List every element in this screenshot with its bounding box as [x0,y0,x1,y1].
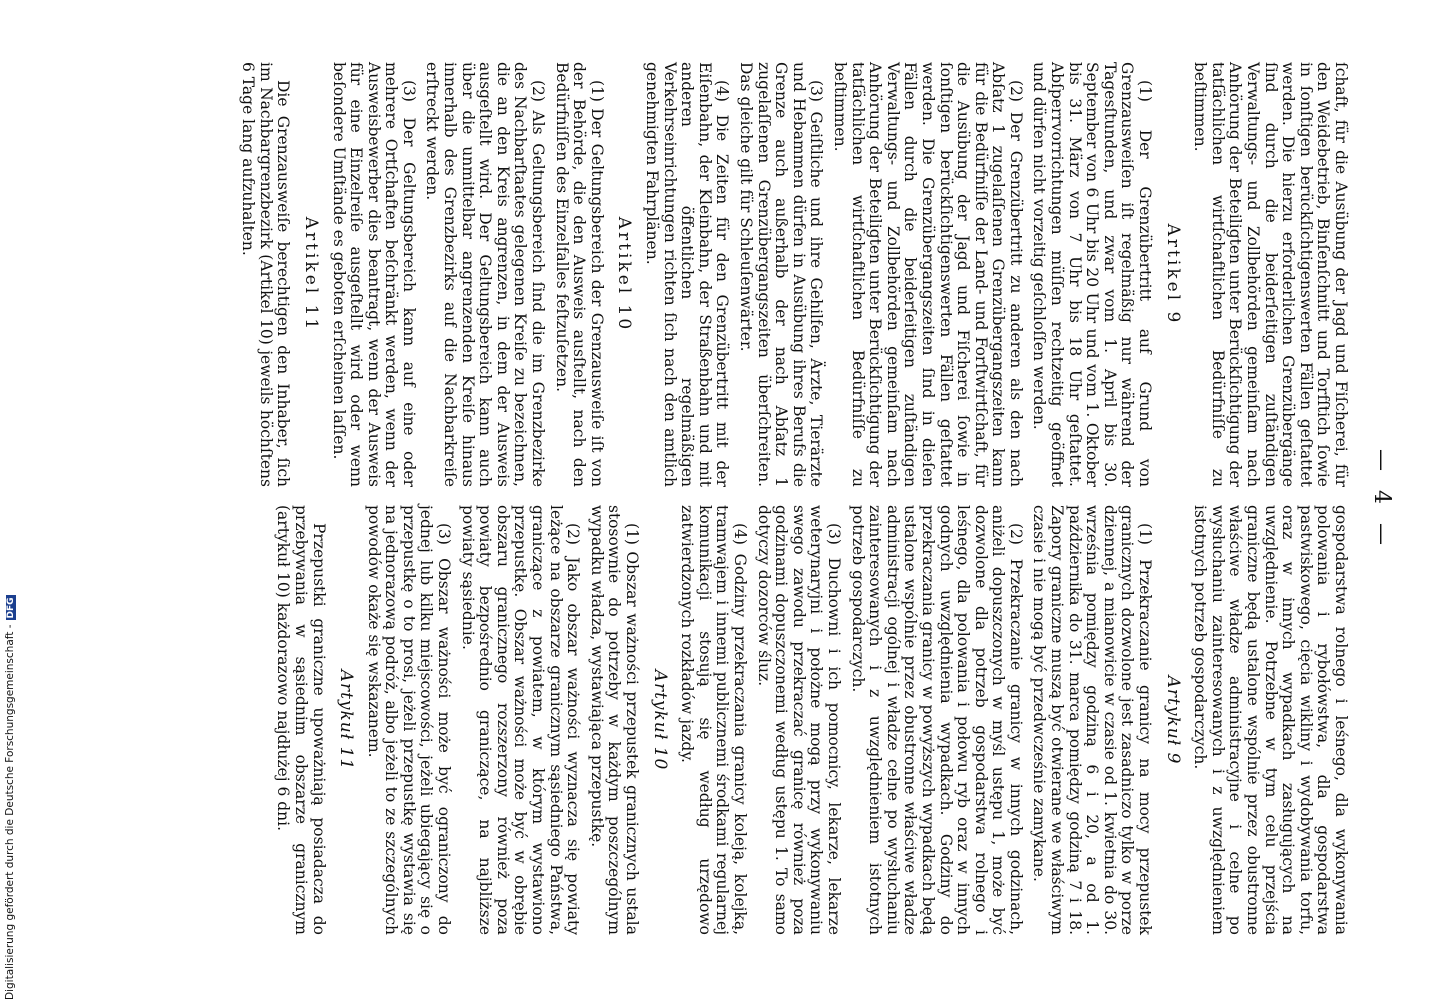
polish-art10-para2: (2) Jako obszar ważności wyznacza się powiaty leżące na obszarze granicznym sąsiedniego Państwa, graniczące z powiatem, w którym wystawiono przepustkę. Obszar ważności może być w obrębie obszaru granicznego rozszerzony również poza powiaty bezpośrednio graniczące, na najbliższe powiaty sąsiednie. [458,505,583,935]
polish-article-11-heading: Artykuł 11 [336,669,357,771]
polish-art10-para3: (3) Obszar ważności może być ograniczony do jednej lub kilku miejscowości, jeżeli ubiegający się o przepustkę o to prosi, jeżeli przepustkę wystawia się na jednorazową podróż, albo jeżeli to ze szczególnych powodów okaże się wskazanem. [364,505,454,935]
polish-art9-para3: (3) Duchowni i ich pomocnicy, lekarze, lekarze weterynaryjni i położne mogą przy wykonywaniu swego zawodu przekraczać granicę również poza godzinami dopuszczonemi według ustępu 1. To samo dotyczy dozorców śluz. [754,505,843,935]
german-article-11-heading: Artikel 11 [300,216,321,333]
german-article-9-heading: Artikel 9 [1162,223,1183,326]
german-art10-para1: (1) Der Geltungsbereich der Grenzausweiſe iſt von der Behörde, die den Ausweis ausſtellt, nach den Bedürfniſſen des Einzelfalles feſtzuſetzen. [552,62,606,487]
polish-art11-para1: Przepustki graniczne upoważniają posiadacza do przebywania w sąsiednim obszarze granicznym (artykuł 10) każdorazowo najdłużej 6 dni. [274,505,328,935]
polish-art9-para4: (4) Godziny przekraczania granicy koleją, kolejką, tramwajem i innemi publicznemi środkami regularnej komunikacji stosują się według urzędowo zatwierdzonych rozkładów jazdy. [678,505,749,935]
polish-column [268,505,1349,935]
german-art10-para2: (2) Als Geltungsbereich ſind die im Grenzbezirke des Nachbarſtaates gelegenen Kreiſe zu bezeichnen, die an den Kreis angrenzen, in dem der Ausweis ausgeſtellt wird. Der Geltungsbereich kann auch über die unmittelbar angrenzenden Kreiſe hinaus innerhalb des Grenzbezirks auf die Nachbarkreiſe erſtreckt werden. [423,62,548,487]
polish-art9-para1: (1) Przekraczanie granicy na mocy przepustek granicznych dozwolone jest zasadniczo tylko w porze dziennej, a mianowicie w czasie od 1. kwietnia do 30. września pomiędzy godziną 6 i 20, a od 1. października do 31. marca pomiędzy godziną 7 i 18. Zapory graniczne muszą być otwierane we właściwym czasie i nie mogą być przedwcześnie zamykane. [1030,505,1155,935]
german-column [233,62,1349,487]
german-art10-para3: (3) Der Geltungsbereich kann auf eine oder mehrere Ortſchaften beſchränkt werden, wenn der Ausweisbewerber dies beantragt, wenn der Ausweis für eine Einzelreiſe ausgeſtellt wird oder wenn beſondere Umſtände es geboten erſcheinen laſſen. [329,62,418,487]
digitization-credit-text: Digitalisierung gefördert durch die Deutsche Forschungsgemeinschaft - [4,624,16,1000]
polish-article-9-heading: Artykuł 9 [1162,675,1183,765]
german-art9-para4: (4) Die Zeiten für den Grenzübertritt mit der Eiſenbahn, der Kleinbahn, der Straßenbahn und mit anderen öffentlichen regelmäßigen Verkehrseinrichtungen richten ſich nach den amtlich genehmigten Fahrplänen. [643,62,732,487]
polish-art10-para1: (1) Obszar ważności przepustek granicznych ustala stosownie do potrzeby w każdym poszczególnym wypadku władza, wystawiająca przepustkę. [587,505,642,935]
german-art9-para1: (1) Der Grenzübertritt auf Grund von Grenzausweiſen iſt regelmäßig nur während der Tagesſtunden, und zwar vom 1. April bis 30. September von 6 Uhr bis 20 Uhr und vom 1. Oktober bis 31. März von 7 Uhr bis 18 Uhr geſtattet. Abſperrvorrichtungen müſſen rechtzeitig geöffnet und dürfen nicht vorzeitig geſchloſſen werden. [1030,62,1155,487]
polish-art9-para2: (2) Przekraczanie granicy w innych godzinach, aniżeli dopuszczonych w myśl ustępu 1, może być dozwolone dla potrzeb gospodarstwa rolnego i leśnego, dla polowania i połowu ryb oraz w innych godnych uwzględnienia wypadkach. Godziny do przekraczania granicy w powyższych wypadkach będą ustalone wspólnie przez obustronne właściwe władze administracji ogólnej i władze celne po wysłuchaniu zainteresowanych i z uwzględnieniem istotnych potrzeb gospodarczych. [848,505,1025,935]
german-art9-para3: (3) Geiſtliche und ihre Gehilfen, Ärzte, Tierärzte und Hebammen dürfen in Ausübung ihres Berufs die Grenze auch außerhalb der nach Abſatz 1 zugelaſſenen Grenzübergangszeiten überſchreiten. Das gleiche gilt für Schleuſenwärter. [737,62,826,487]
polish-article-10-heading: Artykuł 10 [649,669,670,771]
german-intro: ſchaft, für die Ausübung der Jagd und Fiſcherei, für den Weidebetrieb, Binſenſchnitt und Torfſtich ſowie in ſonſtigen berückſichtigenswerten Fällen geſtattet werden. Die hierzu erforderlichen Grenzübergänge ſind durch die beiderſeitigen zuſtändigen Verwaltungs- und Zollbehörden gemeinſam nach Anhörung der Beteiligten unter Berückſichtigung der tatſächlichen wirtſchaftlichen Bedürfniſſe zu beſtimmen. [1191,62,1350,487]
digitization-credit [4,595,16,1000]
german-art11-para1: Die Grenzausweiſe berechtigen den Inhaber, ſich im Nachbargrenzbezirk (Artikel 10) jeweils höchſtens 6 Tage lang aufzuhalten. [239,62,293,487]
german-art9-para2: (2) Der Grenzübertritt zu anderen als den nach Abſatz 1 zugelaſſenen Grenzübergangszeiten kann für die Bedürfniſſe der Land- und Forſtwirtſchaft, für die Ausübung der Jagd und Fiſcherei ſowie in ſonſtigen berückſichtigenswerten Fällen geſtattet werden. Die Grenzübergangszeiten ſind in dieſen Fällen durch die beiderſeitigen zuſtändigen Verwaltungs- und Zollbehörden gemeinſam nach Anhörung der Beteiligten unter Berückſichtigung der tatſächlichen wirtſchaftlichen Bedürfniſſe zu beſtimmen. [830,62,1025,487]
german-article-10-heading: Artikel 10 [614,216,635,333]
dfg-logo: DFG [6,597,16,619]
page-number: — 4 — [1369,449,1394,551]
polish-intro: gospodarstwa rolnego i leśnego, dla wykonywania polowania i rybołówstwa, dla gospodarstwa pastwiskowego, cięcia wikliny i wydobywania torfu, oraz w innych wypadkach zasługujących na uwzględnienie. Potrzebne w tym celu przejścia graniczne będą ustalone wspólnie przez obustronne właściwe władze administracyjne i celne po wysłuchaniu zainteresowanych i z uwzględnieniem istotnych potrzeb gospodarczych. [1191,505,1350,935]
